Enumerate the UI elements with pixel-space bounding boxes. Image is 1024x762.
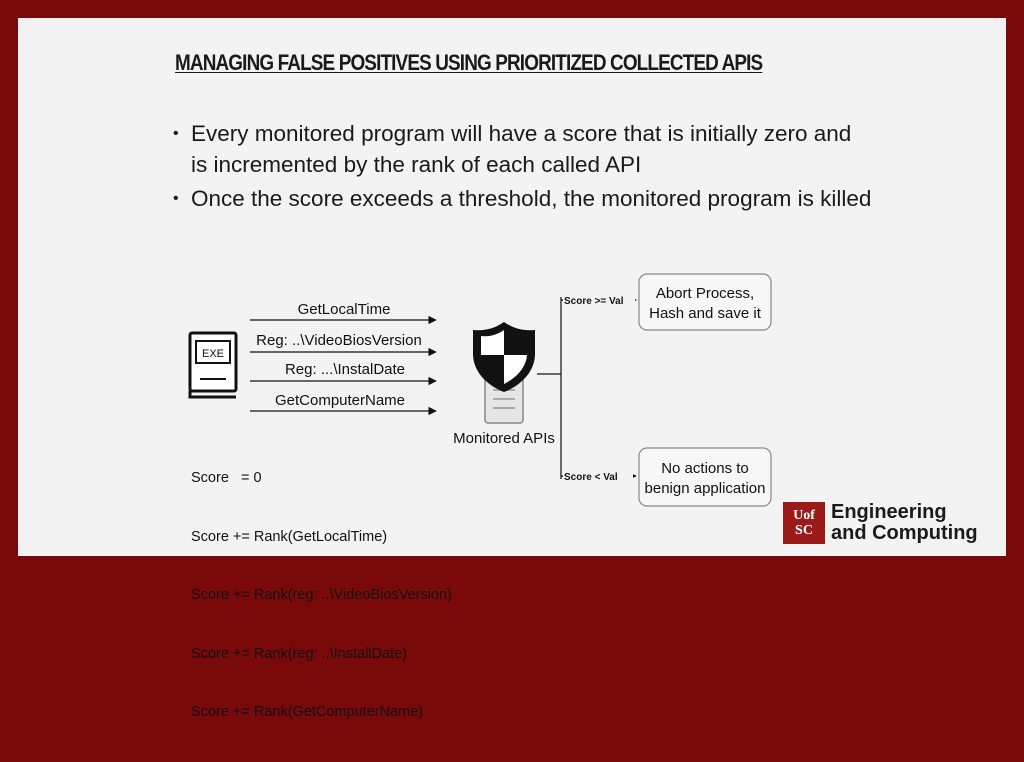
bullet-text: Every monitored program will have a score that is initially zero and is incremented by the rank of each called API xyxy=(191,121,852,177)
score-line: Score += Rank(GetLocalTime) xyxy=(191,528,388,545)
logo-text: Engineering and Computing xyxy=(831,501,978,544)
bullet-dot-icon: • xyxy=(173,125,179,142)
svg-text:No actions to: No actions to xyxy=(661,460,749,477)
branch-bottom-label: Score < Val xyxy=(564,472,618,483)
exe-computer-icon xyxy=(190,333,236,397)
api-call-label: GetLocalTime xyxy=(297,301,391,318)
score-line: Score += Rank(reg: ..\InstallDate) xyxy=(191,645,407,662)
bullet-dot-icon: • xyxy=(173,190,179,207)
bullet-text: Once the score exceeds a threshold, the monitored program is killed xyxy=(191,186,872,211)
exe-label: EXE xyxy=(201,348,225,360)
api-calls xyxy=(250,301,436,411)
shield-icon xyxy=(473,322,535,423)
score-line: Score = 0 xyxy=(191,470,262,486)
svg-text:Hash and save it: Hash and save it xyxy=(649,305,761,322)
api-call-label: Reg: ...\InstalDate xyxy=(284,361,406,378)
monitored-apis-label: Monitored APIs xyxy=(453,430,555,447)
svg-text:benign application: benign application xyxy=(644,480,766,497)
score-line: Score += Rank(reg: ..\VideoBiosVersion) xyxy=(191,587,452,603)
api-call-label: GetComputerName xyxy=(274,392,406,409)
score-formula xyxy=(191,430,452,762)
abort-process-box xyxy=(639,274,771,330)
svg-text:Abort Process,: Abort Process, xyxy=(655,285,755,302)
slide xyxy=(18,18,1006,720)
branch-connector xyxy=(537,293,636,482)
flow-diagram xyxy=(18,18,1006,556)
logo-mark: Uof SC xyxy=(783,502,825,544)
slide-title: MANAGING FALSE POSITIVES USING PRIORITIZED COLLECTED APIS xyxy=(175,50,763,75)
no-action-box xyxy=(639,448,771,506)
university-logo xyxy=(783,502,978,544)
branch-top-label: Score >= Val xyxy=(564,296,624,307)
score-line: Score += Rank(GetComputerName) xyxy=(191,704,424,720)
api-call-label: Reg: ..\VideoBiosVersion xyxy=(256,332,422,349)
